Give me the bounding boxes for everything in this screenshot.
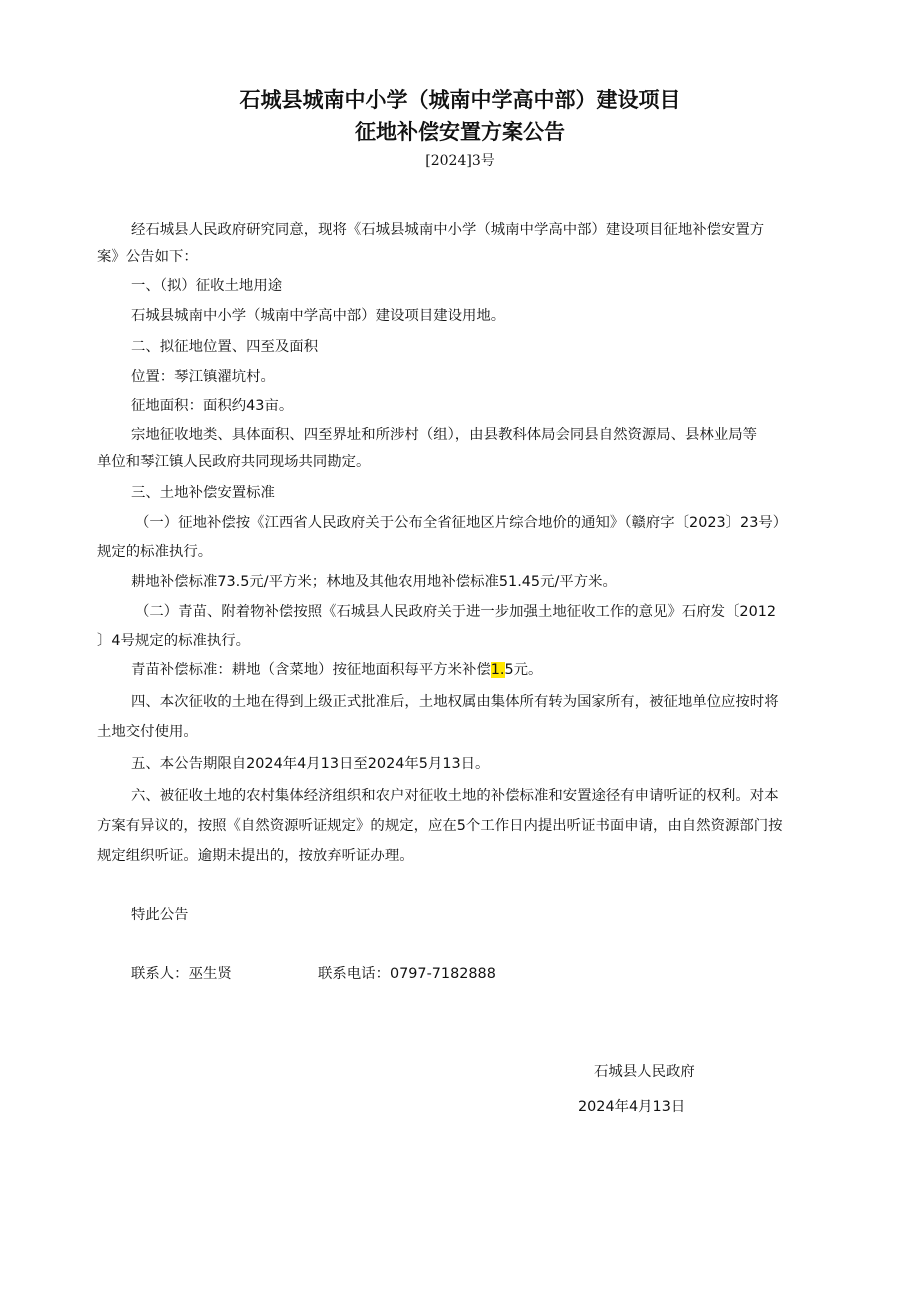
- section-6-line-2: 方案有异议的，按照《自然资源听证规定》的规定，应在5个工作日内提出听证书面申请，由自然资源部门按: [97, 818, 783, 834]
- intro-line-1: 经石城县人民政府研究同意，现将《石城县城南中小学（城南中学高中部）建设项目征地补偿安置方: [131, 222, 765, 238]
- highlighted-value: 1.: [490, 662, 505, 678]
- section-2-desc-line-1: 宗地征收地类、具体面积、四至界址和所涉村（组），由县教科体局会同县自然资源局、县林业局等: [131, 427, 757, 443]
- issue-date: 2024年4月13日: [578, 1099, 686, 1115]
- contact-person: 联系人：巫生贤: [131, 966, 232, 982]
- crop-standard-unit: 5元。: [504, 662, 543, 678]
- section-3-heading: 三、土地补偿安置标准: [131, 485, 275, 501]
- section-4-line-2: 土地交付使用。: [97, 724, 198, 740]
- crop-standard-text: 青苗补偿标准：耕地（含菜地）按征地面积每平方米补偿: [131, 662, 491, 678]
- issuer-name: 石城县人民政府: [594, 1064, 695, 1080]
- section-6-line-1: 六、被征收土地的农村集体经济组织和农户对征收土地的补偿标准和安置途径有申请听证的权利。对本: [131, 788, 779, 804]
- section-3-part-2-line-2: 〕4号规定的标准执行。: [97, 633, 251, 649]
- section-5: 五、本公告期限自2024年4月13日至2024年5月13日。: [131, 756, 490, 772]
- section-3-part-1-line-1: （一）征地补偿按《江西省人民政府关于公布全省征地区片综合地价的通知》（赣府字〔2023〕23号）: [135, 515, 788, 531]
- section-3-crop-standard: [131, 660, 542, 680]
- section-3-part-1-line-2: 规定的标准执行。: [97, 544, 213, 560]
- section-1-text: 石城县城南中小学（城南中学高中部）建设项目建设用地。: [131, 308, 506, 324]
- section-2-heading: 二、拟征地位置、四至及面积: [131, 339, 319, 355]
- section-1-heading: 一、（拟）征收土地用途: [131, 278, 283, 294]
- document-title-line-1: 石城县城南中小学（城南中学高中部）建设项目: [239, 88, 681, 112]
- section-3-rates: 耕地补偿标准73.5元/平方米；林地及其他农用地补偿标准51.45元/平方米。: [131, 574, 617, 590]
- section-6-line-3: 规定组织听证。逾期未提出的，按放弃听证办理。: [97, 848, 414, 864]
- section-2-location: 位置：琴江镇濯坑村。: [131, 369, 275, 385]
- section-4-line-1: 四、本次征收的土地在得到上级正式批准后，土地权属由集体所有转为国家所有，被征地单位应按时将: [131, 694, 779, 710]
- document-number: [2024]3号: [425, 153, 495, 169]
- section-2-area: 征地面积：面积约43亩。: [131, 398, 294, 414]
- contact-phone: 联系电话：0797-7182888: [318, 966, 496, 982]
- section-3-part-2-line-1: （二）青苗、附着物补偿按照《石城县人民政府关于进一步加强土地征收工作的意见》石府发〔2012: [135, 604, 777, 620]
- section-2-desc-line-2: 单位和琴江镇人民政府共同现场共同勘定。: [97, 454, 371, 470]
- closing-statement: 特此公告: [131, 907, 189, 923]
- document-title-line-2: 征地补偿安置方案公告: [355, 120, 565, 144]
- intro-line-2: 案》公告如下：: [97, 249, 198, 265]
